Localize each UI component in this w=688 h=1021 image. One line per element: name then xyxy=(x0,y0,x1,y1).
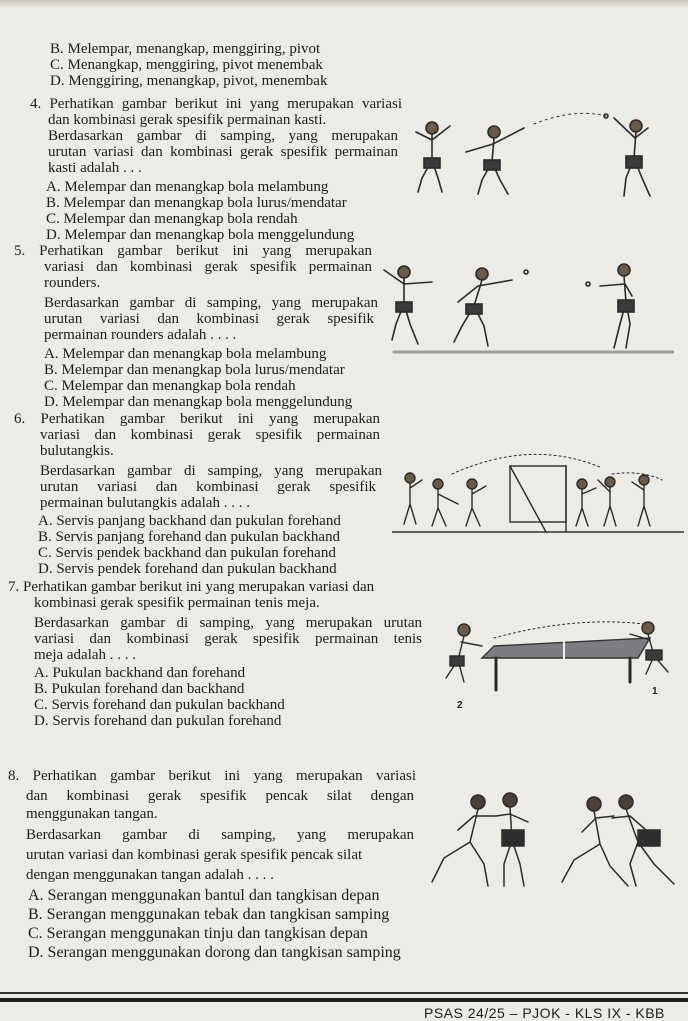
q4-kasti-illustration xyxy=(404,108,676,204)
q6-option-d: D. Servis pendek forehand dan pukulan backhand xyxy=(38,561,337,577)
q5-line-3: rounders. xyxy=(44,275,101,291)
q4-option-b: B. Melempar dan menangkap bola lurus/mendatar xyxy=(46,195,347,211)
q7-line-1: 7. Perhatikan gambar berikut ini yang merupakan variasi dan xyxy=(8,579,375,595)
q8-option-b: B. Serangan menggunakan tebak dan tangkisan samping xyxy=(28,906,390,923)
footer-rule-thick xyxy=(0,998,688,1002)
q7-option-d: D. Servis forehand dan pukulan forehand xyxy=(34,713,282,729)
q8-line-5: urutan variasi dan kombinasi gerak spesifik pencak silat xyxy=(26,847,363,863)
q3-option-b: B. Melempar, menangkap, menggiring, pivot xyxy=(50,41,321,57)
q5-option-d: D. Melempar dan menangkap bola menggelundung xyxy=(44,394,353,410)
q7-figure-label-2: 2 xyxy=(457,700,463,711)
q8-line-3: menggunakan tangan. xyxy=(26,806,158,822)
q5-line-2: variasi dan kombinasi gerak spesifik permainan xyxy=(44,259,372,275)
q6-option-c: C. Servis pendek backhand dan pukulan forehand xyxy=(38,545,336,561)
q4-option-a: A. Melempar dan menangkap bola melambung xyxy=(46,179,329,195)
q6-line-5: urutan variasi dan kombinasi gerak spesifik xyxy=(40,479,376,495)
q5-line-1: 5. Perhatikan gambar berikut ini yang merupakan xyxy=(14,243,372,259)
q3-option-c: C. Menangkap, menggiring, pivot menembak xyxy=(50,57,323,73)
q8-line-6: dengan menggunakan tangan adalah . . . . xyxy=(26,867,274,883)
q8-line-1: 8. Perhatikan gambar berikut ini yang merupakan variasi xyxy=(8,768,416,784)
q7-line-2: kombinasi gerak spesifik permainan tenis meja. xyxy=(34,595,320,611)
q5-option-b: B. Melempar dan menangkap bola lurus/mendatar xyxy=(44,362,345,378)
q8-pencak-silat-illustration xyxy=(424,786,686,892)
q7-option-c: C. Servis forehand dan pukulan backhand xyxy=(34,697,285,713)
q6-line-6: permainan bulutangkis adalah . . . . xyxy=(40,495,250,511)
q4-option-c: C. Melempar dan menangkap bola rendah xyxy=(46,211,298,227)
q8-line-4: Berdasarkan gambar di samping, yang merupakan xyxy=(26,827,414,843)
q7-line-4: variasi dan kombinasi gerak spesifik permainan tenis xyxy=(34,631,422,647)
q6-option-b: B. Servis panjang forehand dan pukulan backhand xyxy=(38,529,340,545)
q6-line-4: Berdasarkan gambar di samping, yang merupakan xyxy=(40,463,382,479)
q4-line-5: kasti adalah . . . xyxy=(48,160,142,176)
q8-option-d: D. Serangan menggunakan dorong dan tangkisan samping xyxy=(28,944,401,961)
q8-option-a: A. Serangan menggunakan bantul dan tangkisan depan xyxy=(28,887,380,904)
q7-figure-label-1: 1 xyxy=(652,686,658,697)
q7-option-a: A. Pukulan backhand dan forehand xyxy=(34,665,246,681)
q6-line-2: variasi dan kombinasi gerak spesifik permainan xyxy=(40,427,380,443)
q3-option-d: D. Menggiring, menangkap, pivot, menembak xyxy=(50,73,328,89)
q6-option-a: A. Servis panjang backhand dan pukulan forehand xyxy=(38,513,341,529)
q8-option-c: C. Serangan menggunakan tinju dan tangkisan depan xyxy=(28,925,368,942)
q7-tenis-meja-illustration xyxy=(424,612,686,692)
q4-line-4: urutan variasi dan kombinasi gerak spesifik permainan xyxy=(48,144,398,160)
page-edge-shadow xyxy=(0,0,688,8)
q4-line-3: Berdasarkan gambar di samping, yang merupakan xyxy=(48,128,398,144)
q6-line-3: bulutangkis. xyxy=(40,443,114,459)
q8-line-2: dan kombinasi gerak spesifik pencak silat dengan xyxy=(26,788,414,804)
q5-line-4: Berdasarkan gambar di samping, yang merupakan xyxy=(44,295,378,311)
q4-line-1: 4. Perhatikan gambar berikut ini yang merupakan variasi xyxy=(30,96,402,112)
q5-line-6: permainan rounders adalah . . . . xyxy=(44,327,237,343)
q4-line-2: dan kombinasi gerak spesifik permainan kasti. xyxy=(48,112,327,128)
footer-rule-thin xyxy=(0,992,688,994)
q5-rounders-illustration xyxy=(374,256,674,356)
q6-line-1: 6. Perhatikan gambar berikut ini yang merupakan xyxy=(14,411,380,427)
q7-option-b: B. Pukulan forehand dan backhand xyxy=(34,681,245,697)
q7-line-3: Berdasarkan gambar di samping, yang merupakan urutan xyxy=(34,615,422,631)
q5-line-5: urutan variasi dan kombinasi gerak spesifik xyxy=(44,311,374,327)
footer-exam-code: PSAS 24/25 – PJOK - KLS IX - KBB xyxy=(424,1005,665,1021)
q5-option-a: A. Melempar dan menangkap bola melambung xyxy=(44,346,327,362)
q7-line-5: meja adalah . . . . xyxy=(34,647,137,663)
q5-option-c: C. Melempar dan menangkap bola rendah xyxy=(44,378,296,394)
q4-option-d: D. Melempar dan menangkap bola menggelundung xyxy=(46,227,355,243)
q6-bulutangkis-illustration xyxy=(392,444,684,536)
